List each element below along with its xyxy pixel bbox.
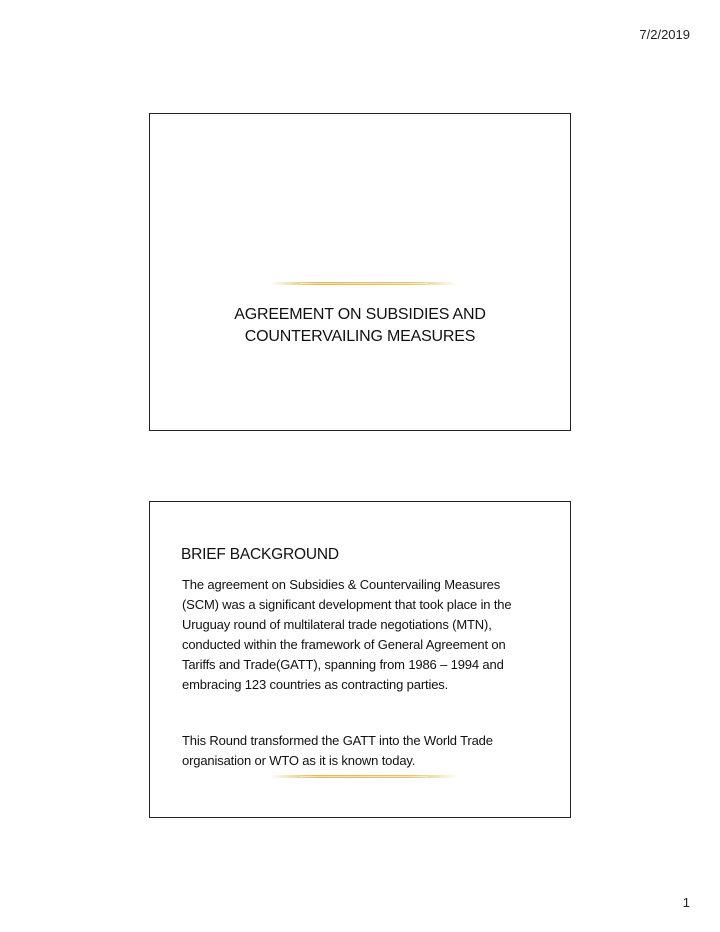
background-paragraph (182, 575, 552, 695)
slide-title (150, 304, 570, 348)
paragraph-line: The agreement on Subsidies & Countervailing Measures (182, 577, 501, 592)
paragraph-line: organisation or WTO as it is known today. (182, 753, 416, 768)
paragraph-line: Uruguay round of multilateral trade negotiations (MTN), (182, 617, 492, 632)
slide-title-line: AGREEMENT ON SUBSIDIES AND (234, 306, 486, 323)
page-number: 1 (682, 895, 690, 910)
decorative-rule (270, 775, 458, 778)
paragraph-line: This Round transformed the GATT into the World Trade (182, 733, 493, 748)
paragraph-line: Tariffs and Trade(GATT), spanning from 1986 – 1994 and (182, 657, 504, 672)
paragraph-line: embracing 123 countries as contracting parties. (182, 677, 449, 692)
wto-paragraph (182, 731, 552, 771)
page-date: 7/2/2019 (639, 27, 690, 42)
slide-title-line: COUNTERVAILING MEASURES (244, 328, 476, 345)
paragraph-line: conducted within the framework of General Agreement on (182, 637, 506, 652)
decorative-rule (270, 282, 458, 285)
paragraph-line: (SCM) was a significant development that took place in the (182, 597, 512, 612)
background-slide (149, 501, 571, 818)
slide-heading: BRIEF BACKGROUND (181, 546, 339, 563)
title-slide (149, 113, 571, 431)
